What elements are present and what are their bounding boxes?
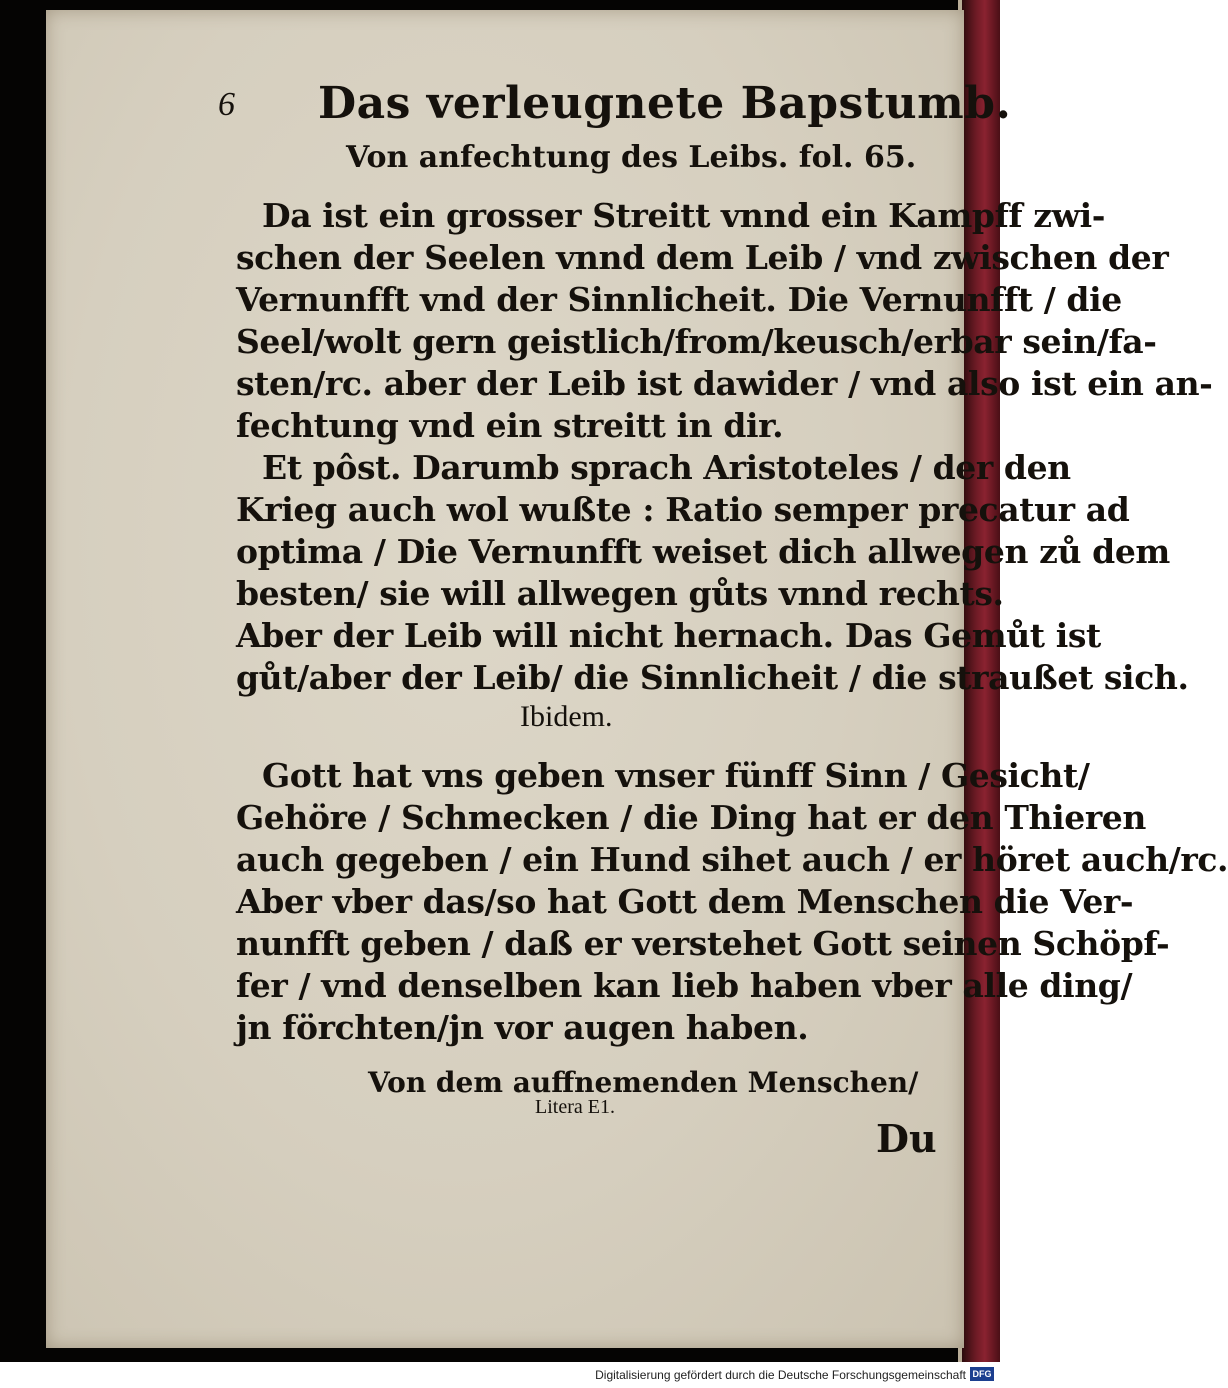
ibidem-heading: Ibidem. [520, 700, 613, 733]
paragraph2-line: Aber der Leib will nicht hernach. Das Gemůt ist [236, 616, 1101, 655]
paragraph1-line: Seel/wolt gern geistlich/from/keusch/erbar sein/fa- [236, 322, 1157, 361]
paragraph1-line: Vernunfft vnd der Sinnlicheit. Die Vernunfft / die [236, 280, 1122, 319]
section-subheading: Von anfechtung des Leibs. fol. 65. [346, 140, 917, 175]
paragraph1-line: schen der Seelen vnnd dem Leib / vnd zwischen der [236, 238, 1169, 277]
section-heading: Von dem auffnemenden Menschen/ [368, 1066, 919, 1099]
running-title: Das verleugnete Bapstumb. [318, 78, 1012, 129]
paragraph3-line: auch gegeben / ein Hund sihet auch / er höret auch/rc. [236, 840, 1228, 879]
paragraph3-line: Gehöre / Schmecken / die Ding hat er den Thieren [236, 798, 1146, 837]
footer-bar [0, 1362, 1000, 1388]
paragraph3-line: Gott hat vns geben vnser fünff Sinn / Gesicht/ [262, 756, 1090, 795]
section-reference: Litera E1. [535, 1096, 615, 1118]
paragraph3-line: nunfft geben / daß er verstehet Gott seinen Schöpf- [236, 924, 1170, 963]
paragraph1-line: Da ist ein grosser Streitt vnnd ein Kampff zwi- [262, 196, 1106, 235]
funding-credit: Digitalisierung gefördert durch die Deutsche Forschungsgemeinschaft [595, 1368, 966, 1382]
dfg-logo-icon: DFG [970, 1367, 994, 1381]
paragraph2-line: optima / Die Vernunfft weiset dich allwegen zů dem [236, 532, 1170, 571]
catchword: Du [876, 1116, 937, 1161]
paragraph3-line: jn förchten/jn vor augen haben. [236, 1008, 809, 1047]
paragraph3-line: Aber vber das/so hat Gott dem Menschen die Ver- [236, 882, 1134, 921]
paragraph2-line: Et pôst. Darumb sprach Aristoteles / der den [262, 448, 1071, 487]
paragraph1-line: fechtung vnd ein streitt in dir. [236, 406, 784, 445]
paragraph3-line: fer / vnd denselben kan lieb haben vber alle ding/ [236, 966, 1133, 1005]
paragraph2-line: gůt/aber der Leib/ die Sinnlicheit / die straußet sich. [236, 658, 1189, 697]
page-number: 6 [218, 86, 235, 123]
paragraph2-line: besten/ sie will allwegen gůts vnnd rechts. [236, 574, 1004, 613]
paragraph1-line: sten/rc. aber der Leib ist dawider / vnd also ist ein an- [236, 364, 1213, 403]
paragraph2-line: Krieg auch wol wußte : Ratio semper precatur ad [236, 490, 1130, 529]
